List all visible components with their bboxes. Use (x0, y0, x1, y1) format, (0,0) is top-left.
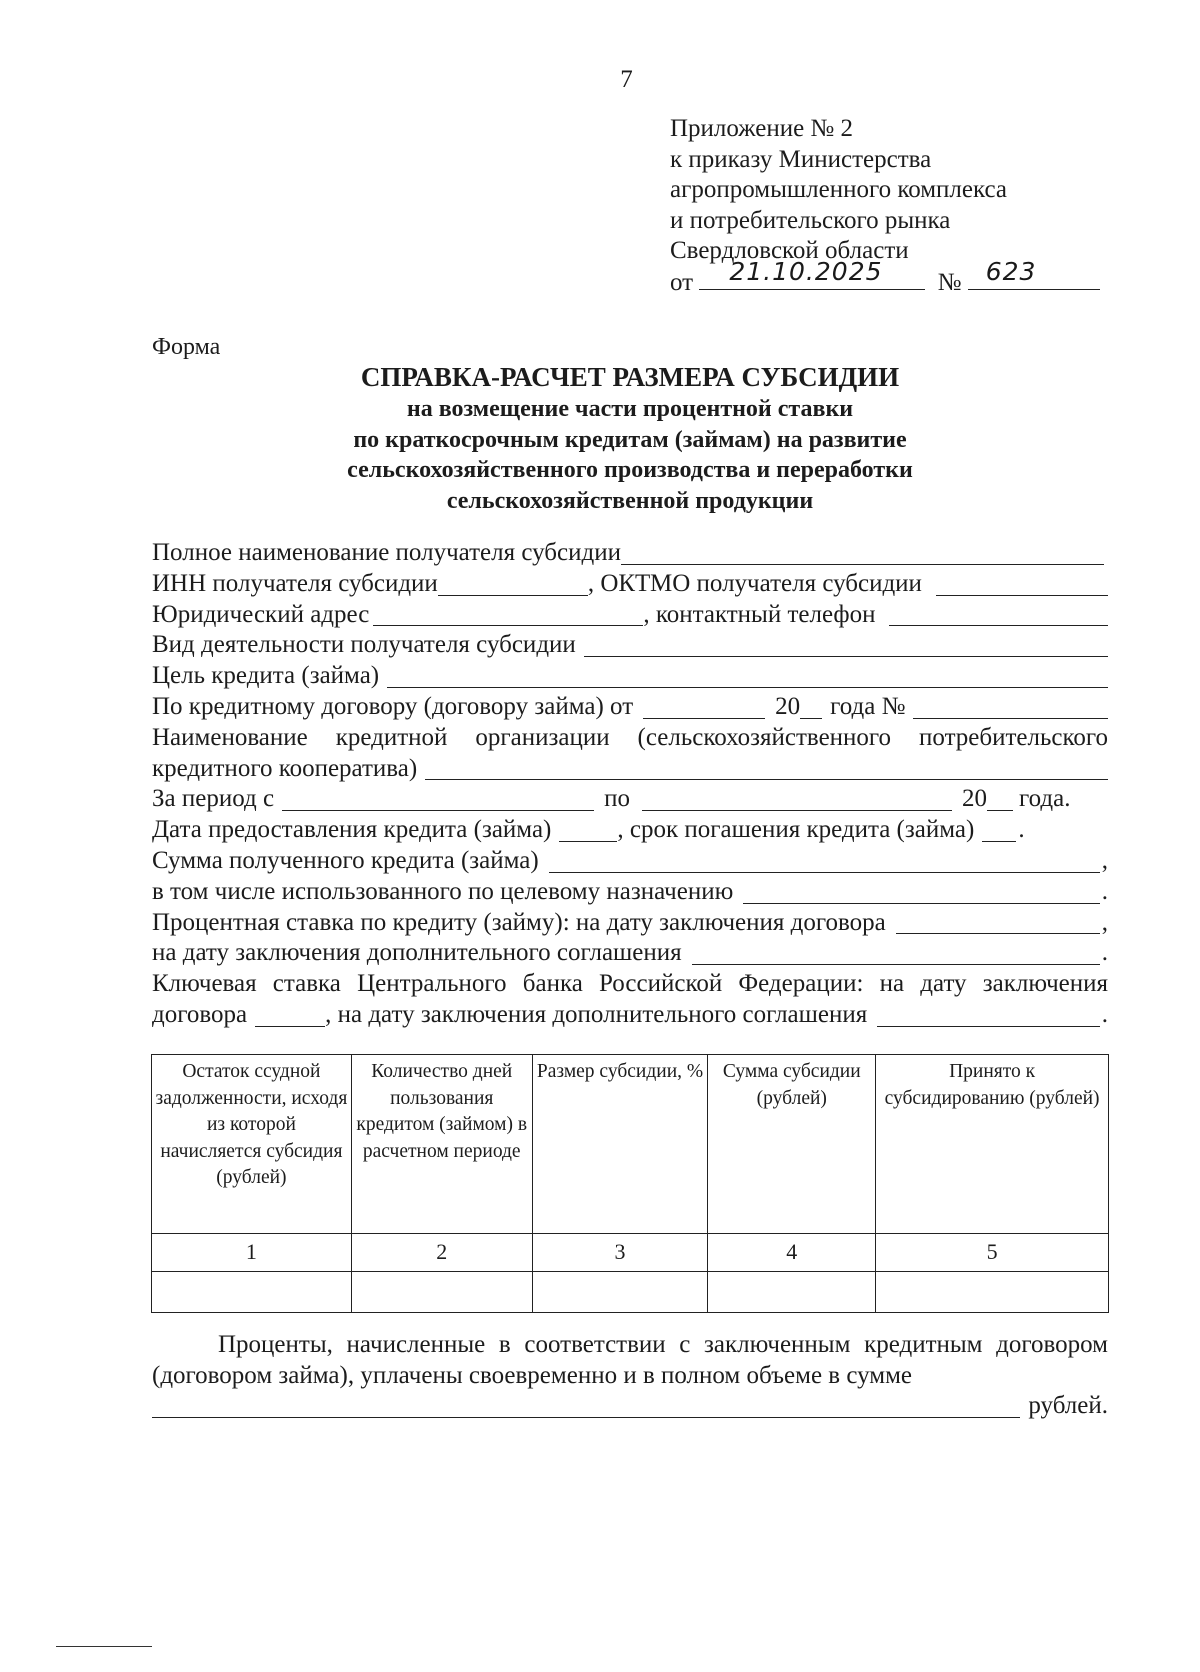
appendix-line: и потребительского рынка (670, 206, 951, 234)
field-label: , срок погашения кредита (займа) (617, 816, 975, 844)
rate-addendum-blank[interactable] (692, 944, 1100, 965)
field-label: 20 (961, 785, 987, 813)
field-label: Юридический адрес (152, 600, 370, 628)
field-label: Полное наименование получателя субсидии (152, 539, 621, 566)
appendix-line: Приложение № 2 (670, 115, 854, 142)
field-label: Цель кредита (займа) (152, 662, 380, 690)
field-label: . (1101, 939, 1108, 967)
column-number: 1 (152, 1234, 352, 1272)
field-row-activity (152, 630, 1108, 661)
field-label: договора (152, 1000, 248, 1028)
column-number: 3 (532, 1234, 708, 1272)
period-from-blank[interactable] (282, 790, 594, 811)
appendix-date-line (670, 256, 1100, 301)
title-sub-line: по краткосрочным кредитам (займам) на развитие (353, 426, 907, 453)
field-label: Дата предоставления кредита (займа) (152, 816, 552, 844)
column-number: 5 (876, 1234, 1109, 1272)
closing-amount-line (152, 1391, 1108, 1422)
field-label: года. (1018, 785, 1071, 813)
key-rate-contract-blank[interactable] (255, 1006, 325, 1027)
table-header-cell: Количество дней пользования кредитом (займом) в расчетном периоде (351, 1055, 532, 1234)
field-label: По кредитному договору (договору займа) от (152, 692, 634, 720)
field-row-inn (152, 569, 1108, 600)
rate-contract-blank[interactable] (896, 913, 1100, 934)
inn-blank[interactable] (438, 575, 588, 596)
field-row-contract (152, 692, 1108, 723)
field-row-used (152, 877, 1108, 908)
field-label: . (1101, 877, 1108, 905)
appendix-line: агропромышленного комплекса (670, 176, 1008, 204)
number-field (968, 256, 1100, 290)
phone-blank[interactable] (889, 605, 1108, 626)
appendix-line: Свердловской области (670, 237, 909, 265)
number-prefix: № (937, 268, 962, 296)
contract-date-blank[interactable] (643, 698, 765, 719)
appendix-header (670, 114, 1100, 301)
field-row-full-name (152, 538, 1108, 569)
field-label: Сумма полученного кредита (займа) (152, 846, 539, 874)
table-row (152, 1272, 1109, 1313)
field-row-address (152, 600, 1108, 631)
page-number: 7 (620, 66, 633, 93)
field-row-rate-add (152, 938, 1108, 969)
table-cell[interactable] (532, 1272, 708, 1313)
table-header-row (152, 1055, 1109, 1234)
table-number-row (152, 1234, 1109, 1272)
form-fields (152, 538, 1108, 1031)
table-cell[interactable] (708, 1272, 876, 1313)
field-label: . (1101, 1000, 1108, 1028)
table-header-cell: Сумма субсидии (рублей) (708, 1055, 876, 1234)
date-prefix: от (670, 268, 694, 296)
closing-statement (152, 1330, 1108, 1422)
field-label: . (1018, 816, 1025, 844)
contract-number-blank[interactable] (913, 698, 1108, 719)
org-blank[interactable] (425, 759, 1108, 780)
table-cell[interactable] (876, 1272, 1109, 1313)
table-header-cell: Принято к субсидированию (рублей) (876, 1055, 1109, 1234)
field-label: кредитного кооператива) (152, 754, 418, 782)
field-label: ИНН получателя субсидии (152, 569, 438, 597)
table-header-cell: Остаток ссудной задолженности, исходя из которой начисляется субсидия (рублей) (152, 1055, 352, 1234)
field-row-org: Наименование кредитной организации (сельскохозяйственного потребительского (152, 723, 1108, 751)
field-label: , на дату заключения дополнительного соглашения (325, 1000, 868, 1028)
calculation-table (151, 1054, 1109, 1313)
full-name-blank[interactable] (621, 544, 1104, 565)
table-cell[interactable] (351, 1272, 532, 1313)
date-field (699, 256, 925, 290)
activity-blank[interactable] (584, 636, 1108, 657)
appendix-line: к приказу Министерства (670, 145, 932, 173)
key-rate-addendum-blank[interactable] (877, 1006, 1100, 1027)
field-row-sum (152, 846, 1108, 877)
field-label: на дату заключения дополнительного соглашения (152, 939, 682, 967)
amount-unit: рублей. (1028, 1392, 1108, 1419)
field-row-period (152, 784, 1108, 815)
sum-blank[interactable] (549, 852, 1100, 873)
field-label: , контактный телефон (643, 600, 876, 628)
field-row-rate (152, 908, 1108, 939)
column-number: 2 (351, 1234, 532, 1272)
closing-text: Проценты, начисленные в соответствии с заключенным кредитным договором (договором займа), уплачены своевременно и в полном объеме в сумме (152, 1331, 1108, 1389)
amount-blank[interactable] (152, 1395, 1020, 1418)
title-sub-line: на возмещение части процентной ставки (406, 396, 854, 422)
purpose-blank[interactable] (387, 667, 1108, 688)
field-row-key-rate-cont (152, 1000, 1108, 1031)
form-label: Форма (152, 334, 221, 360)
period-to-blank[interactable] (642, 790, 952, 811)
title-sub-line: сельскохозяйственной продукции (446, 487, 814, 514)
period-year-blank[interactable] (987, 790, 1013, 811)
field-label: За период с (152, 785, 275, 813)
footer-rule (56, 1646, 152, 1647)
column-number: 4 (708, 1234, 876, 1272)
oktmo-blank[interactable] (936, 575, 1108, 596)
title-main: СПРАВКА-РАСЧЕТ РАЗМЕРА СУБСИДИИ (360, 362, 900, 392)
table-header-cell: Размер субсидии, % (532, 1055, 708, 1234)
field-label: в том числе использованного по целевому назначению (152, 877, 734, 905)
field-label: , ОКТМО получателя субсидии (587, 569, 922, 597)
field-row-purpose (152, 661, 1108, 692)
handwritten-date: 21.10.2025 (729, 256, 883, 286)
address-blank[interactable] (373, 605, 643, 626)
used-blank[interactable] (743, 883, 1099, 904)
contract-year-blank[interactable] (800, 698, 822, 719)
field-label: года № (830, 692, 906, 720)
field-row-org-cont (152, 754, 1108, 785)
document-title (150, 360, 1110, 516)
title-sub-line: сельскохозяйственного производства и переработки (347, 457, 913, 483)
table-cell[interactable] (152, 1272, 352, 1313)
field-label: Вид деятельности получателя субсидии (152, 631, 576, 659)
handwritten-number: 623 (985, 256, 1037, 286)
field-label: Процентная ставка по кредиту (займу): на дату заключения договора (152, 908, 886, 936)
field-label: по (604, 785, 630, 813)
issue-date-blank[interactable] (559, 821, 617, 842)
maturity-blank[interactable] (982, 821, 1016, 842)
field-row-dates (152, 815, 1108, 846)
field-row-key-rate: Ключевая ставка Центрального банка Российской Федерации: на дату заключения (152, 970, 1108, 998)
field-label: , (1101, 908, 1108, 936)
field-label: , (1101, 846, 1108, 874)
field-label: 20 (775, 692, 801, 720)
